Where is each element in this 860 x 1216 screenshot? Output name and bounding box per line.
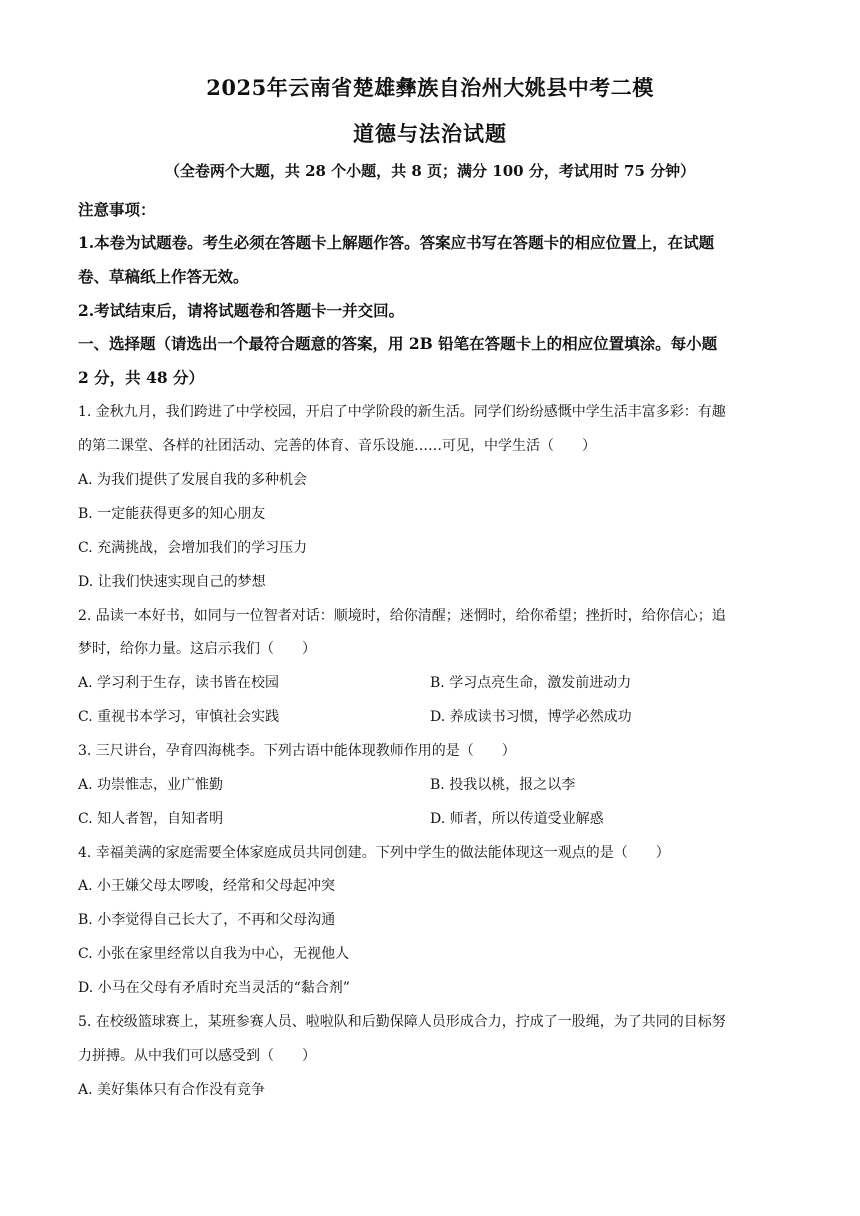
question-2-option-c: C. 重视书本学习，审慎社会实践 xyxy=(78,709,280,725)
question-1-stem-line-1: 1. 金秋九月，我们跨进了中学校园，开启了中学阶段的新生活。同学们纷纷感慨中学生活丰富多彩：有趣 xyxy=(78,404,726,420)
question-2-option-b: B. 学习点亮生命，激发前进动力 xyxy=(430,675,632,691)
notice-item-2: 2.考试结束后，请将试题卷和答题卡一并交回。 xyxy=(78,301,405,320)
notice-item-1-line-2: 卷、草稿纸上作答无效。 xyxy=(78,267,249,286)
question-2-stem-line-2: 梦时，给你力量。这启示我们（ ） xyxy=(78,641,316,657)
section-heading-line-1: 一、选择题（请选出一个最符合题意的答案，用 2B 铅笔在答题卡上的相应位置填涂。每小题 xyxy=(78,334,718,353)
notice-heading: 注意事项： xyxy=(78,200,156,219)
question-2-option-a: A. 学习利于生存，读书皆在校园 xyxy=(78,675,280,691)
question-2-stem-line-1: 2. 品读一本好书，如同与一位智者对话：顺境时，给你清醒；迷惘时，给你希望；挫折时，给你信心；追 xyxy=(78,608,726,624)
question-3-option-b: B. 投我以桃，报之以李 xyxy=(430,777,576,793)
question-3-option-d: D. 师者，所以传道受业解惑 xyxy=(430,811,604,827)
question-4-stem: 4. 幸福美满的家庭需要全体家庭成员共同创建。下列中学生的做法能体现这一观点的是（ ） xyxy=(78,845,670,861)
exam-info: （全卷两个大题，共 28 个小题，共 8 页；满分 100 分，考试用时 75 分钟） xyxy=(164,162,696,180)
notice-item-1-line-1: 1.本卷为试题卷。考生必须在答题卡上解题作答。答案应书写在答题卡的相应位置上，在试题 xyxy=(78,233,715,252)
question-5-option-a: A. 美好集体只有合作没有竞争 xyxy=(78,1082,266,1098)
section-heading-line-2: 2 分，共 48 分） xyxy=(78,368,205,387)
question-5-stem-line-1: 5. 在校级篮球赛上，某班参赛人员、啦啦队和后勤保障人员形成合力，拧成了一股绳，为了共同的目标努 xyxy=(78,1014,726,1030)
question-4-option-b: B. 小李觉得自己长大了，不再和父母沟通 xyxy=(78,912,336,928)
question-1-stem-line-2: 的第二课堂、各样的社团活动、完善的体育、音乐设施……可见，中学生活（ ） xyxy=(78,438,596,454)
exam-title: 2025年云南省楚雄彝族自治州大姚县中考二模 xyxy=(206,75,654,100)
question-4-option-d: D. 小马在父母有矛盾时充当灵活的“黏合剂” xyxy=(78,980,350,996)
question-3-option-a: A. 功崇惟志，业广惟勤 xyxy=(78,777,224,793)
question-5-stem-line-2: 力拼搏。从中我们可以感受到（ ） xyxy=(78,1048,316,1064)
question-1-option-c: C. 充满挑战，会增加我们的学习压力 xyxy=(78,540,308,556)
question-1-option-d: D. 让我们快速实现自己的梦想 xyxy=(78,574,266,590)
question-3-option-c: C. 知人者智，自知者明 xyxy=(78,811,224,827)
question-1-option-a: A. 为我们提供了发展自我的多种机会 xyxy=(78,472,308,488)
question-4-option-a: A. 小王嫌父母太啰唆，经常和父母起冲突 xyxy=(78,878,336,894)
question-1-option-b: B. 一定能获得更多的知心朋友 xyxy=(78,506,266,522)
question-3-stem: 3. 三尺讲台，孕育四海桃李。下列古语中能体现教师作用的是（ ） xyxy=(78,743,516,759)
question-4-option-c: C. 小张在家里经常以自我为中心，无视他人 xyxy=(78,946,350,962)
exam-subject: 道德与法治试题 xyxy=(353,121,507,146)
question-2-option-d: D. 养成读书习惯，博学必然成功 xyxy=(430,709,632,725)
